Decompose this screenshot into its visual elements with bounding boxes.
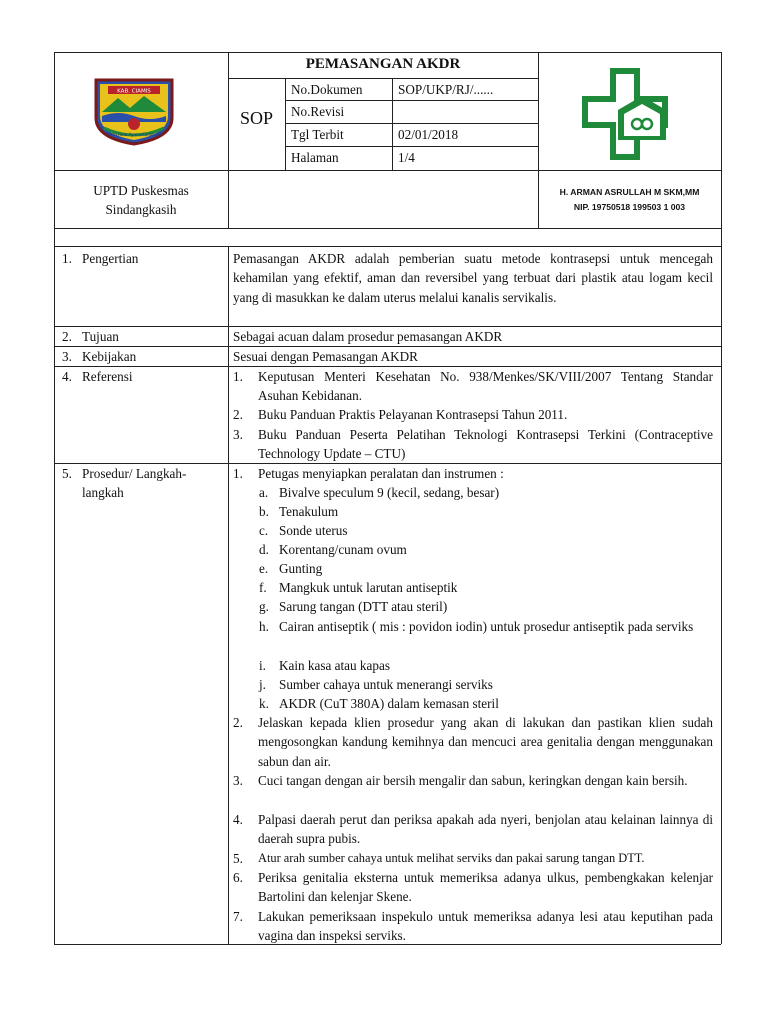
field-value-tgl-terbit: 02/01/2018 (398, 127, 459, 142)
list-number: 4. (233, 812, 243, 827)
list-number: 3. (233, 773, 243, 788)
equipment-item: AKDR (CuT 380A) dalam kemasan steril (279, 696, 499, 711)
equipment-item: Tenakulum (279, 504, 339, 519)
row-label-tujuan: Tujuan (82, 329, 119, 344)
referensi-item: Buku Panduan Peserta Pelatihan Teknologi Kontrasepsi Terkini (Contraceptive Technology Update – CTU) (258, 427, 713, 462)
left-logo-text-top: KAB. CIAMIS (117, 88, 151, 95)
sub-list-letter: k. (259, 696, 269, 711)
list-number: 7. (233, 909, 243, 924)
list-number: 1. (233, 466, 243, 481)
procedure-step: Periksa genitalia eksterna untuk memeriksa adanya ulkus, pembengkakan kelenjar Bartolini dan kelenjar Skene. (258, 870, 713, 905)
procedure-step: Cuci tangan dengan air bersih mengalir dan sabun, keringkan dengan kain bersih. (258, 773, 688, 788)
field-value-no-dokumen: SOP/UKP/RJ/...... (398, 82, 494, 97)
sub-list-letter: a. (259, 485, 269, 500)
row-label-kebijakan: Kebijakan (82, 349, 137, 364)
equipment-item: Korentang/cunam ovum (279, 542, 407, 557)
sub-list-letter: c. (259, 523, 269, 538)
equipment-item: Sarung tangan (DTT atau steril) (279, 599, 448, 614)
procedure-step: Palpasi daerah perut dan periksa apakah ada nyeri, benjolan atau kelainan lainnya di daerah supra pubis. (258, 812, 713, 847)
field-value-halaman: 1/4 (398, 150, 415, 165)
sub-list-letter: f. (259, 580, 267, 595)
procedure-step: Petugas menyiapkan peralatan dan instrumen : (258, 466, 504, 481)
row-label-pengertian: Pengertian (82, 251, 139, 266)
row-number: 1. (62, 251, 72, 266)
sub-list-letter: d. (259, 542, 269, 557)
row-number: 5. (62, 466, 72, 481)
field-label-no-revisi: No.Revisi (291, 104, 345, 119)
equipment-item: Sumber cahaya untuk menerangi serviks (279, 677, 493, 692)
sub-list-letter: g. (259, 599, 269, 614)
equipment-item: Sonde uterus (279, 523, 348, 538)
list-number: 1. (233, 369, 243, 384)
field-label-halaman: Halaman (291, 150, 339, 165)
sop-label: SOP (239, 108, 274, 128)
sub-list-letter: h. (259, 619, 269, 634)
kebijakan-text: Sesuai dengan Pemasangan AKDR (233, 349, 418, 364)
equipment-item: Gunting (279, 561, 323, 576)
signer-nip: NIP. 19750518 199503 1 003 (573, 202, 686, 212)
procedure-step: Jelaskan kepada klien prosedur yang akan di lakukan dan pastikan klien sudah mengosongkan kandung kemihnya dan mencuci area genitalia dengan menggunakan sabun dan air. (258, 715, 713, 769)
row-number: 3. (62, 349, 72, 364)
org-name-line2: Sindangkasih (105, 202, 177, 217)
equipment-item: Kain kasa atau kapas (279, 658, 390, 673)
org-name-line1: UPTD Puskesmas (93, 183, 189, 198)
list-number: 6. (233, 870, 243, 885)
procedure-step: Atur arah sumber cahaya untuk melihat serviks dan pakai sarung tangan DTT. (258, 851, 645, 865)
list-number: 2. (233, 715, 243, 730)
field-label-no-dokumen: No.Dokumen (291, 82, 363, 97)
signer-name: H. ARMAN ASRULLAH M SKM,MM (559, 187, 700, 197)
field-label-tgl-terbit: Tgl Terbit (291, 127, 344, 142)
row-label-prosedur-line1: Prosedur/ Langkah- (82, 466, 187, 481)
kabupaten-ciamis-emblem-icon (92, 76, 176, 146)
left-logo-text-bottom: Mahayuna Ayuna Kadatuan (106, 132, 162, 137)
equipment-item: Bivalve speculum 9 (kecil, sedang, besar) (279, 485, 500, 500)
sub-list-letter: e. (259, 561, 269, 576)
row-number: 4. (62, 369, 72, 384)
sub-list-letter: j. (259, 677, 266, 692)
sub-list-letter: b. (259, 504, 269, 519)
row-label-referensi: Referensi (82, 369, 133, 384)
row-number: 2. (62, 329, 72, 344)
procedure-step: Lakukan pemeriksaan inspekulo untuk memeriksa adanya lesi atau keputihan pada vagina dan inspeksi serviks. (258, 909, 713, 944)
equipment-item: Cairan antiseptik ( mis : povidon iodin) untuk prosedur antiseptik pada serviks (279, 619, 694, 634)
list-number: 5. (233, 851, 243, 866)
document-title: PEMASANGAN AKDR (305, 56, 461, 72)
referensi-item: Buku Panduan Praktis Pelayanan Kontrasepsi Tahun 2011. (258, 407, 568, 422)
tujuan-text: Sebagai acuan dalam prosedur pemasangan AKDR (233, 329, 503, 344)
referensi-item: Keputusan Menteri Kesehatan No. 938/Menkes/SK/VIII/2007 Tentang Standar Asuhan Kebidanan. (258, 369, 713, 404)
sub-list-letter: i. (259, 658, 266, 673)
pengertian-text: Pemasangan AKDR adalah pemberian suatu metode kontrasepsi untuk mencegah kehamilan yang efektif, aman dan reversibel yang terbuat dari plastik atau logam kecil yang di masukkan ke dalam uterus melalui kanalis servikalis. (233, 251, 713, 305)
puskesmas-cross-logo-icon (580, 66, 670, 162)
list-number: 2. (233, 407, 243, 422)
list-number: 3. (233, 427, 243, 442)
equipment-item: Mangkuk untuk larutan antiseptik (279, 580, 458, 595)
row-label-prosedur-line2: langkah (82, 485, 124, 500)
